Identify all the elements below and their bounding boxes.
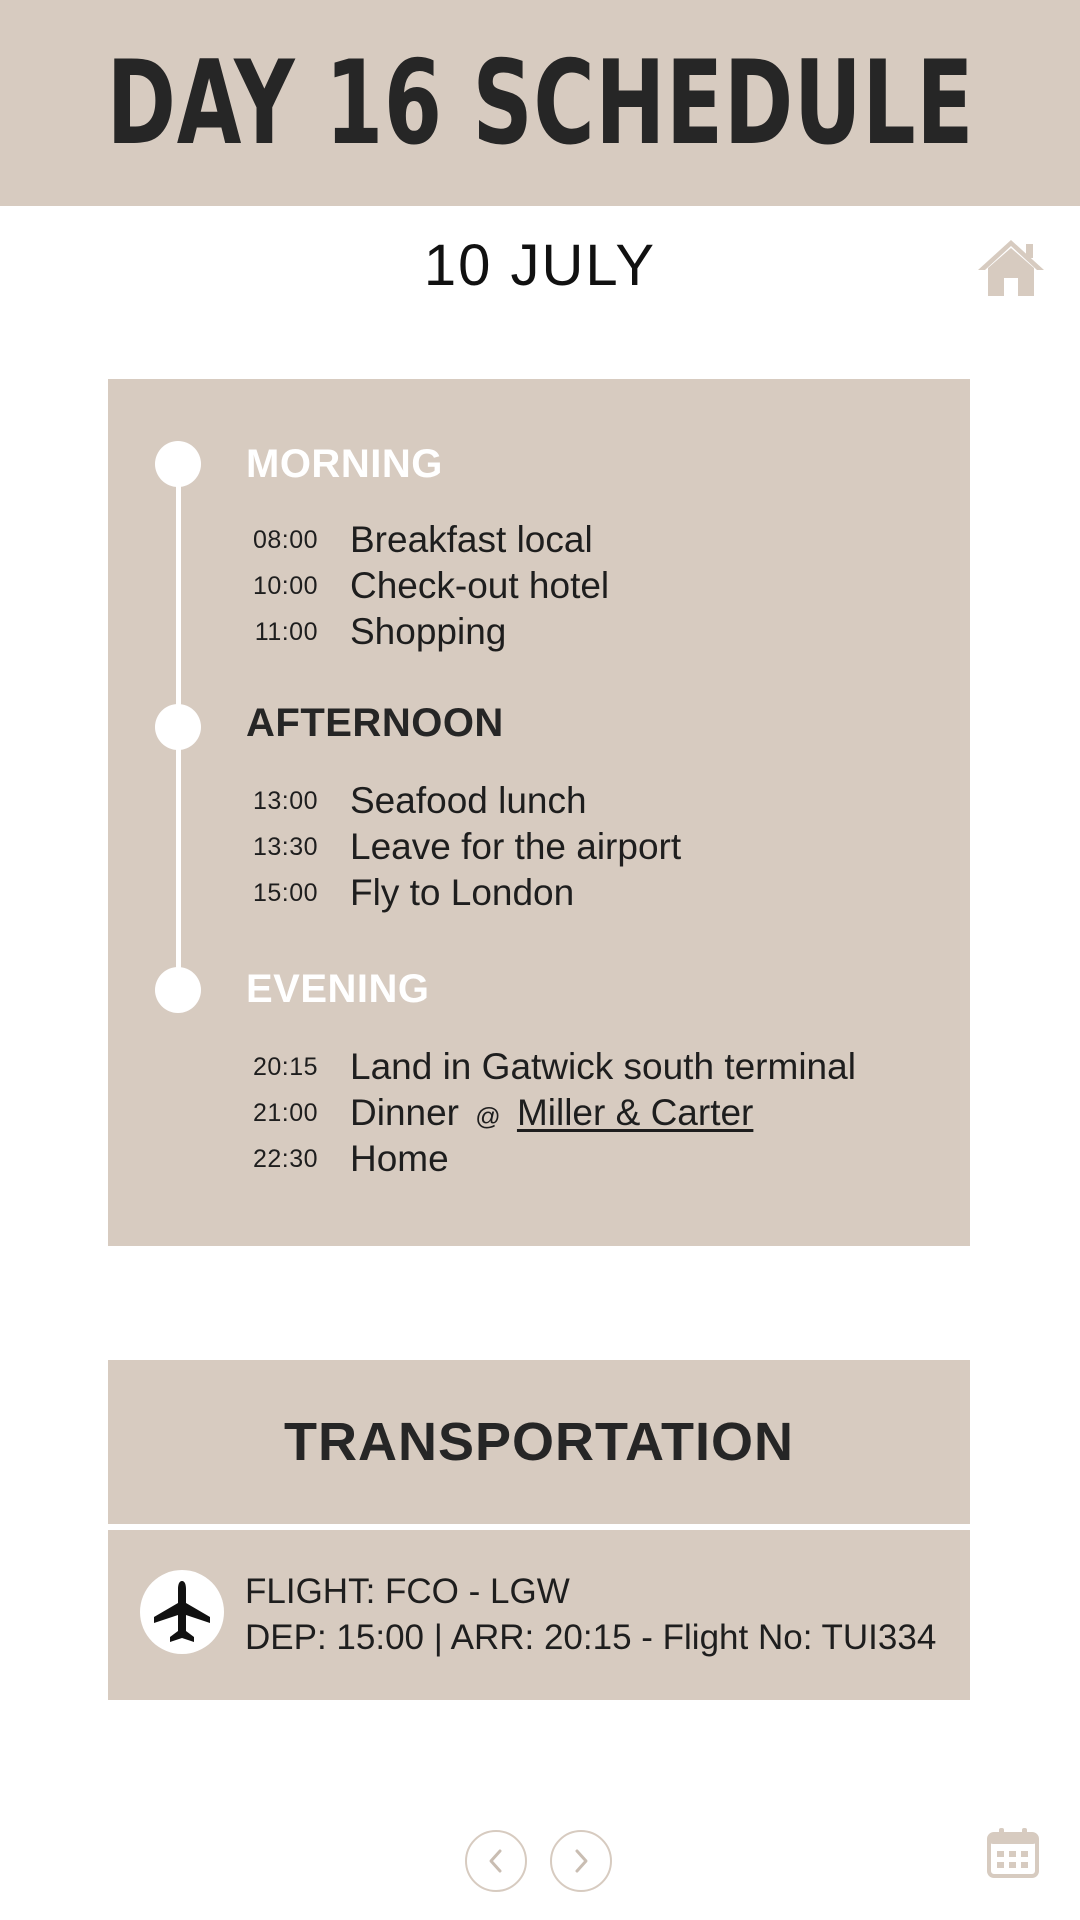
schedule-activity: Fly to London xyxy=(350,872,575,913)
previous-day-button[interactable] xyxy=(465,1830,527,1892)
dinner-label: Dinner xyxy=(350,1092,459,1133)
chevron-right-icon xyxy=(571,1848,591,1874)
schedule-activity: Land in Gatwick south terminal xyxy=(350,1046,856,1087)
timeline-dot-afternoon xyxy=(155,704,201,750)
schedule-row xyxy=(200,609,506,655)
airplane-icon xyxy=(152,1579,212,1645)
schedule-time: 15:00 xyxy=(252,878,318,907)
schedule-time: 21:00 xyxy=(252,1098,318,1127)
schedule-activity: Check-out hotel xyxy=(350,565,610,606)
plane-badge xyxy=(140,1570,224,1654)
schedule-activity: Breakfast local xyxy=(350,519,593,560)
schedule-row xyxy=(200,1136,449,1182)
schedule-activity xyxy=(350,1092,753,1134)
schedule-time: 22:30 xyxy=(252,1144,318,1173)
home-button[interactable] xyxy=(976,236,1046,300)
schedule-row xyxy=(200,824,681,870)
section-title-evening: EVENING xyxy=(246,967,430,1011)
schedule-row xyxy=(200,563,609,609)
header-band xyxy=(0,0,1080,206)
schedule-time: 13:30 xyxy=(252,832,318,861)
timeline-dot-morning xyxy=(155,441,201,487)
schedule-time: 13:00 xyxy=(252,786,318,815)
page-title: DAY 16 SCHEDULE xyxy=(106,35,974,171)
schedule-row xyxy=(200,1044,856,1090)
schedule-row xyxy=(200,778,587,824)
calendar-icon xyxy=(986,1826,1040,1880)
section-title-morning: MORNING xyxy=(246,442,443,486)
schedule-activity: Home xyxy=(350,1138,449,1179)
schedule-activity: Shopping xyxy=(350,611,507,652)
schedule-time: 20:15 xyxy=(252,1052,318,1081)
schedule-activity: Seafood lunch xyxy=(350,780,587,821)
flight-info-card xyxy=(108,1530,970,1700)
date-label: 10 JULY xyxy=(423,233,657,298)
transportation-header xyxy=(108,1360,970,1524)
schedule-time: 08:00 xyxy=(252,525,318,554)
schedule-activity: Leave for the airport xyxy=(350,826,682,867)
schedule-row xyxy=(200,517,593,563)
calendar-button[interactable] xyxy=(986,1826,1040,1880)
schedule-time: 10:00 xyxy=(252,571,318,600)
schedule-row xyxy=(200,870,574,916)
chevron-left-icon xyxy=(486,1848,506,1874)
section-title-afternoon: AFTERNOON xyxy=(246,701,504,745)
next-day-button[interactable] xyxy=(550,1830,612,1892)
transportation-title: TRANSPORTATION xyxy=(284,1412,794,1472)
restaurant-link[interactable]: Miller & Carter xyxy=(516,1092,754,1133)
flight-route: FLIGHT: FCO - LGW xyxy=(245,1572,570,1611)
timeline-dot-evening xyxy=(155,967,201,1013)
flight-details: DEP: 15:00 | ARR: 20:15 - Flight No: TUI334 xyxy=(245,1618,937,1657)
schedule-row xyxy=(200,1090,753,1136)
schedule-time: 11:00 xyxy=(254,617,318,646)
home-icon xyxy=(976,236,1046,300)
at-symbol: @ xyxy=(475,1103,501,1131)
